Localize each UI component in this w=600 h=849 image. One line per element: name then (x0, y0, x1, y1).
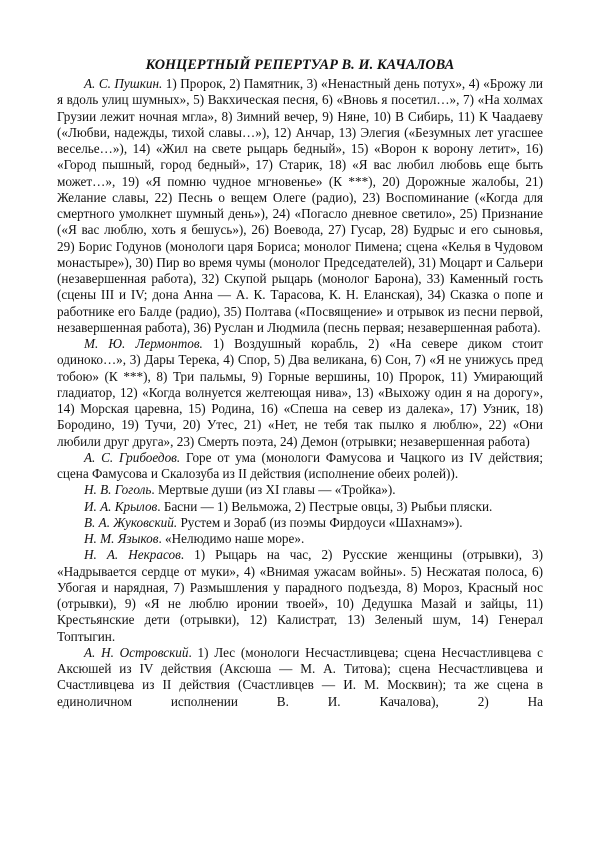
author-name: Н. В. Гоголь (84, 482, 152, 498)
works-list: . «Нелюдимо наше море». (158, 531, 305, 546)
works-list: . 1) Рыцарь на час, 2) Русские женщины (отрывки), 3) «Надрывается сердце от муки», 4) «Внимая ужасам войны». 5) Несжатая полоса, 6) Убогая и нарядная, 7) Размышления у парадного подъезда, 8) Мороз, Красный нос (отрывки), 9) «Я не люблю иронии твоей», 10) Дедушка Мазай и зайцы, 11) Крестьянские дети (отрывки), 12) Калистрат, 13) Зеленый шум, 14) Генерал Топтыгин. (57, 547, 543, 644)
author-name: И. А. Крылов (84, 498, 158, 514)
author-paragraph (57, 547, 543, 645)
works-list: . Басни — 1) Вельможа, 2) Пестрые овцы, 3) Рыбьи пляски. (157, 498, 493, 514)
author-paragraph (57, 450, 543, 483)
author-name: В. А. Жуковский. (84, 514, 178, 530)
works-list: . 1) Лес (монологи Несчастливцева; сцена Несчастливцева с Аксюшей из IV действия (Аксюша — М. А. Титова); сцена Несчастливцева и Счастливцева из II действия (Счастливцев — И. М. Москвин); та же сцена в единоличном исполнении В. И. Качалова), 2) На (57, 644, 543, 709)
author-name: А. С. Грибоедов. (84, 449, 181, 465)
author-paragraph (57, 499, 543, 515)
author-paragraph (57, 336, 543, 450)
author-name: Н. М. Языков (84, 531, 159, 546)
works-list: 1) Воздушный корабль, 2) «На севере диком стоит одиноко…», 3) Дары Терека, 4) Спор, 5) Два великана, 6) Сон, 7) «Я не унижусь пред тобою» (К ***), 8) Три пальмы, 9) Горные вершины, 10) Пророк, 11) Умирающий гладиатор, 12) «Когда волнуется желтеющая нива», 13) «Выхожу один я на дорогу», 14) Морская царевна, 15) Родина, 16) «Спеша на север из далека», 17) Узник, 18) Бородино, 19) Тучи, 20) Утес, 21) «Нет, не тебя так пылко я люблю», 22) «Они любили друг друга», 23) Смерть поэта, 24) Демон (отрывки; незавершенная работа) (57, 336, 543, 449)
works-list: . Мертвые души (из XI главы — «Тройка»). (151, 482, 396, 498)
repertoire-list (57, 76, 543, 710)
author-name: А. Н. Островский (84, 644, 189, 660)
author-name: Н. А. Некрасов (84, 547, 181, 563)
document-page (57, 56, 543, 710)
author-name: А. С. Пушкин. (84, 76, 163, 91)
works-list: 1) Пророк, 2) Памятник, 3) «Ненастный день потух», 4) «Брожу ли я вдоль улиц шумных», 5) Вакхическая песня, 6) «Вновь я посетил…», 7) «На холмах Грузии лежит ночная мгла», 8) Зимний вечер, 9) Няне, 10) В Сибирь, 11) К Чаадаеву («Любви, надежды, тихой славы…»), 12) Анчар, 13) Элегия («Безумных лет угасшее веселье…»), 14) «Жил на свете рыцарь бедный», 15) «Ворон к ворону летит», 16) «Город пышный, город бедный», 17) Старик, 18) «Я вас любил любовь еще быть может…», 19) «Я помню чудное мгновенье» (К ***), 20) Дорожные жалобы, 21) Желание славы, 22) Песнь о вещем Олеге (радио), 23) Воспоминание («Когда для смертного умолкнет шумный день»), 24) «Погасло дневное светило», 25) Признание («Я вас люблю, хоть я бешусь»), 26) Воевода, 27) Гусар, 28) Будрыс и его сыновья, 29) Борис Годунов (монологи царя Бориса; монолог Пимена; сцена «Келья в Чудовом монастыре»), 30) Пир во время чумы (монолог Председателей), 31) Моцарт и Сальери (незавершенная работа), 32) Скупой рыцарь (монолог Барона), 33) Каменный гость (сцены III и IV; дона Анна — А. К. Тарасова, К. Н. Еланская), 34) Сказка о попе и работнике его Балде (радио), 35) Полтава («Посвящение» и отрывок из песни первой, незавершенная работа), 36) Руслан и Людмила (песнь первая; незавершенная работа). (57, 76, 543, 335)
page-title: КОНЦЕРТНЫЙ РЕПЕРТУАР В. И. КАЧАЛОВА (145, 57, 455, 73)
author-paragraph (57, 531, 543, 547)
author-paragraph (57, 482, 543, 498)
author-paragraph (57, 645, 543, 710)
works-list: Горе от ума (монологи Фамусова и Чацкого из IV действия; сцена Фамусова и Скалозуба из II действия (исполнение обеих ролей)). (57, 449, 543, 481)
author-name: М. Ю. Лермонтов. (84, 336, 203, 351)
author-paragraph (57, 515, 543, 531)
author-paragraph (57, 76, 543, 336)
works-list: Рустем и Зораб (из поэмы Фирдоуси «Шахнамэ»). (177, 514, 463, 530)
